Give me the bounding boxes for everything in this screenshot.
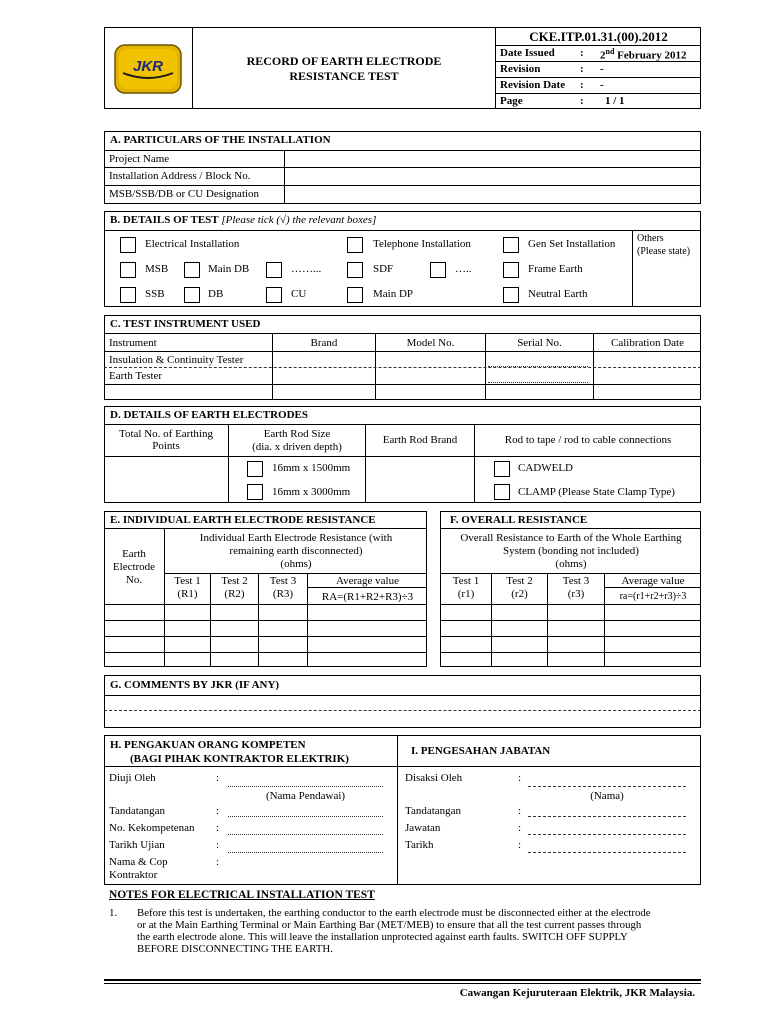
msb-checkbox[interactable] (120, 262, 136, 278)
section-h-title-line2: (BAGI PIHAK KONTRAKTOR ELEKTRIK) (130, 753, 349, 765)
nama-cop-colon: : (216, 856, 220, 868)
section-a-title: A. PARTICULARS OF THE INSTALLATION (110, 134, 331, 146)
no-kekompetenan-colon: : (216, 822, 220, 834)
section-d-rule-2 (104, 456, 701, 457)
f-test2-header (492, 575, 547, 601)
individual-desc-line3: (ohms) (280, 558, 312, 570)
section-e-rule-r3 (104, 652, 427, 653)
electrical-installation-label: Electrical Installation (145, 238, 240, 250)
size-1500-checkbox[interactable] (247, 461, 263, 477)
size-3000-checkbox[interactable] (247, 484, 263, 500)
section-f-rule-avg (604, 587, 701, 588)
section-h-title-line1: H. PENGAKUAN ORANG KOMPETEN (110, 739, 306, 751)
revision-date-colon: : (580, 79, 584, 91)
nama-cop-line2: Kontraktor (109, 869, 158, 881)
section-c-rule-3 (104, 384, 701, 385)
telephone-installation-checkbox[interactable] (347, 237, 363, 253)
revision-value: - (600, 63, 604, 75)
f-test1-line1: Test 1 (452, 575, 480, 587)
f-test1-line2: (r1) (457, 588, 475, 600)
e-test3-line2: (R3) (272, 588, 294, 600)
section-f-rule-title (440, 528, 701, 529)
tarikh-colon: : (518, 839, 522, 851)
jkr-logo (113, 43, 183, 95)
other-db-checkbox[interactable] (266, 262, 282, 278)
sdf-checkbox[interactable] (347, 262, 363, 278)
logo-text: JKR (132, 58, 164, 75)
individual-desc-line2: remaining earth disconnected) (229, 545, 363, 557)
section-i-title: I. PENGESAHAN JABATAN (411, 745, 551, 757)
insulation-brand-field[interactable] (274, 352, 374, 366)
col-serial-no: Serial No. (517, 337, 562, 349)
note-number: 1. (109, 907, 118, 919)
individual-resistance-header (165, 532, 427, 571)
f-average-header: Average value (621, 575, 685, 587)
tandatangan-h-colon: : (216, 805, 220, 817)
neutral-earth-checkbox[interactable] (503, 287, 519, 303)
date-month-year: February 2012 (614, 49, 687, 62)
revision-label: Revision (500, 63, 541, 75)
form-title-line1: RECORD OF EARTH ELECTRODE (246, 54, 442, 68)
earth-rod-size-header (229, 428, 365, 454)
clamp-checkbox[interactable] (494, 484, 510, 500)
section-f-title: F. OVERALL RESISTANCE (450, 514, 588, 526)
revision-date-label: Revision Date (500, 79, 566, 91)
note-text (137, 907, 707, 955)
installation-address-label: Installation Address / Block No. (109, 170, 251, 182)
nama-cop-line1: Nama & Cop (109, 856, 168, 868)
e-test2-line1: Test 2 (221, 575, 248, 587)
section-c-title: C. TEST INSTRUMENT USED (110, 318, 261, 330)
overall-desc-line2: System (bonding not included) (503, 545, 639, 557)
form-title-line2: RESISTANCE TEST (289, 69, 399, 83)
section-hi-col (397, 735, 398, 885)
page-value: 1 / 1 (605, 95, 625, 107)
designation-field[interactable] (286, 186, 700, 203)
diuji-oleh-colon: : (216, 772, 220, 784)
installation-address-field[interactable] (286, 168, 700, 184)
section-e-title: E. INDIVIDUAL EARTH ELECTRODE RESISTANCE (110, 514, 376, 526)
project-name-label: Project Name (109, 153, 170, 165)
col-instrument: Instrument (109, 337, 157, 349)
section-e-rule-avg (307, 587, 427, 588)
diuji-oleh-field[interactable] (228, 786, 383, 787)
size-3000-label: 16mm x 3000mm (272, 486, 351, 498)
e-test2-header (211, 575, 258, 601)
individual-desc-line1: Individual Earth Electrode Resistance (with (199, 532, 393, 544)
header-rule-1 (496, 45, 701, 46)
f-test3-header (548, 575, 604, 601)
cadweld-label: CADWELD (518, 462, 573, 474)
clamp-label: CLAMP (Please State Clamp Type) (518, 486, 675, 498)
section-d-rule-1 (104, 424, 701, 425)
earth-rod-brand-header: Earth Rod Brand (382, 434, 458, 446)
e-test1-line1: Test 1 (174, 575, 201, 587)
total-earthing-line1: Total No. of Earthing (119, 428, 213, 440)
page-row (500, 95, 700, 107)
project-name-field[interactable] (286, 151, 700, 166)
f-test2-line2: (r2) (511, 588, 528, 600)
tandatangan-h-label: Tandatangan (109, 805, 166, 817)
section-f-rule-r2 (440, 636, 701, 637)
earth-tester-brand-field[interactable] (274, 368, 374, 383)
tarikh-ujian-label: Tarikh Ujian (109, 839, 165, 851)
electrode-no-line1: Earth (122, 548, 146, 560)
f-test3-line2: (r3) (567, 588, 585, 600)
neutral-earth-label: Neutral Earth (528, 288, 588, 300)
nama-pendawai-label: (Nama Pendawai) (265, 790, 346, 802)
tandatangan-i-colon: : (518, 805, 522, 817)
electrical-installation-checkbox[interactable] (120, 237, 136, 253)
comments-field[interactable] (106, 697, 699, 726)
total-earthing-line2: Points (152, 440, 180, 452)
e-test1-header (165, 575, 210, 601)
footer-text: Cawangan Kejuruteraan Elektrik, JKR Malaysia. (459, 987, 695, 999)
tarikh-ujian-colon: : (216, 839, 220, 851)
instr-serial-dots-2 (488, 382, 588, 383)
jawatan-label: Jawatan (405, 822, 441, 834)
section-g-title: G. COMMENTS BY JKR (IF ANY) (110, 679, 280, 691)
col-model-no: Model No. (406, 337, 455, 349)
main-dp-checkbox[interactable] (347, 287, 363, 303)
revision-row (500, 63, 700, 75)
section-h-title (110, 738, 349, 766)
tarikh-ujian-field[interactable] (228, 852, 383, 853)
diuji-oleh-label: Diuji Oleh (109, 772, 156, 784)
jawatan-colon: : (518, 822, 522, 834)
doc-code: CKE.ITP.01.31.(00).2012 (529, 29, 668, 44)
designation-label: MSB/SSB/DB or CU Designation (109, 188, 260, 200)
disaksi-oleh-field[interactable] (528, 786, 686, 787)
size-1500-label: 16mm x 1500mm (272, 462, 351, 474)
revision-date-value: - (600, 79, 604, 91)
tarikh-label: Tarikh (405, 839, 434, 851)
e-test3-header (259, 575, 307, 601)
section-a-col (284, 150, 285, 204)
overall-desc-line1: Overall Resistance to Earth of the Whole Earthing (460, 532, 682, 544)
col-calibration-date: Calibration Date (610, 337, 684, 349)
section-b-title-text: B. DETAILS OF TEST (110, 214, 219, 226)
section-hi-rule (104, 766, 701, 767)
e-test3-line1: Test 3 (269, 575, 297, 587)
section-d-title: D. DETAILS OF EARTH ELECTRODES (110, 409, 308, 421)
other-telephone-dots: ….. (455, 263, 472, 275)
section-b-rule (104, 230, 701, 231)
section-f-rule-sub (440, 573, 701, 574)
date-day: 2 (600, 49, 606, 62)
total-earthing-points-header (104, 428, 228, 452)
e-average-formula: RA=(R1+R2+R3)÷3 (321, 591, 414, 603)
notes-title: NOTES FOR ELECTRICAL INSTALLATION TEST (109, 889, 375, 901)
section-e-rule-title (104, 528, 427, 529)
footer-rule-thin (104, 983, 701, 984)
cu-label: CU (291, 288, 307, 300)
note-line-3: the earth electrode alone. This will leave the installation unprotected against earth faults. SWITCH OFF SUPPLY (137, 931, 628, 943)
instr-row1-rule (104, 367, 701, 368)
date-issued-value (600, 47, 687, 62)
section-b-col (632, 230, 633, 307)
tarikh-field[interactable] (528, 852, 686, 853)
other-db-dots: ……... (291, 263, 322, 275)
header-rule-3 (496, 77, 701, 78)
section-f-rule-r3 (440, 652, 701, 653)
tandatangan-i-label: Tandatangan (405, 805, 462, 817)
revision-colon: : (580, 63, 584, 75)
nama-label: (Nama) (590, 790, 624, 802)
electrode-no-header (104, 548, 164, 587)
col-brand: Brand (310, 337, 338, 349)
e-test1-line2: (R1) (177, 588, 198, 600)
form-title (193, 54, 495, 84)
electrode-no-line3: No. (125, 574, 143, 586)
frame-earth-label: Frame Earth (528, 263, 583, 275)
date-suffix: nd (605, 47, 615, 56)
e-test2-line2: (R2) (224, 588, 245, 600)
f-test3-line1: Test 3 (562, 575, 590, 587)
page-colon: : (580, 95, 584, 107)
tandatangan-i-field[interactable] (528, 816, 686, 817)
revision-date-row (500, 79, 700, 91)
cadweld-checkbox[interactable] (494, 461, 510, 477)
others-note: (Please state) (637, 246, 691, 257)
others-label: Others (637, 233, 664, 244)
f-average-formula: ra=(r1+r2+r3)÷3 (619, 591, 687, 602)
jawatan-field[interactable] (528, 834, 686, 835)
rod-size-line1: Earth Rod Size (263, 428, 331, 440)
tandatangan-h-field[interactable] (228, 816, 383, 817)
main-db-label: Main DB (208, 263, 250, 275)
f-test1-header (441, 575, 491, 601)
rod-connections-header: Rod to tape / rod to cable connections (504, 434, 672, 446)
nama-cop-label (109, 856, 168, 882)
date-issued-label: Date Issued (500, 47, 555, 59)
main-dp-label: Main DP (373, 288, 414, 300)
frame-earth-checkbox[interactable] (503, 262, 519, 278)
section-c-rule-1 (104, 333, 701, 334)
page-label: Page (500, 95, 523, 107)
section-e-rule-r2 (104, 636, 427, 637)
cu-checkbox[interactable] (266, 287, 282, 303)
section-g-rule (104, 695, 701, 696)
section-f-rule-head (440, 604, 701, 605)
sdf-label: SDF (373, 263, 394, 275)
e-average-header: Average value (335, 575, 399, 587)
insulation-tester-label: Insulation & Continuity Tester (109, 354, 244, 366)
earth-tester-label: Earth Tester (109, 370, 163, 382)
genset-installation-checkbox[interactable] (503, 237, 519, 253)
note-line-2: or at the Main Earthing Terminal or Main Earthing Bar (MET/MEB) to ensure that all the test current passes through (137, 919, 642, 931)
section-e-rule-head (104, 604, 427, 605)
overall-resistance-header (441, 532, 701, 571)
section-f-rule-r1 (440, 620, 701, 621)
section-e-rule-sub (164, 573, 427, 574)
rod-size-line2: (dia. x driven depth) (252, 441, 342, 453)
db-label: DB (208, 288, 224, 300)
electrode-no-line2: Electrode (112, 561, 156, 573)
msb-label: MSB (145, 263, 169, 275)
footer-rule-thick (104, 979, 701, 981)
date-issued-row (500, 47, 700, 62)
disaksi-oleh-colon: : (518, 772, 522, 784)
note-line-1: Before this test is undertaken, the earthing conductor to the earth electrode must be disconnected either at the electrode (137, 907, 651, 919)
overall-desc-line3: (ohms) (555, 558, 587, 570)
disaksi-oleh-label: Disaksi Oleh (405, 772, 463, 784)
main-db-checkbox[interactable] (184, 262, 200, 278)
db-checkbox[interactable] (184, 287, 200, 303)
instr-serial-dots-1 (488, 366, 588, 367)
telephone-installation-label: Telephone Installation (373, 238, 471, 250)
ssb-label: SSB (145, 288, 165, 300)
header-rule-4 (496, 93, 701, 94)
genset-installation-label: Gen Set Installation (528, 238, 616, 250)
section-c-rule-2 (104, 351, 701, 352)
note-line-4: BEFORE DISCONNECTING THE EARTH. (137, 943, 333, 955)
f-test2-line1: Test 2 (506, 575, 533, 587)
section-e-rule-r1 (104, 620, 427, 621)
section-b-title-note: [Please tick (√) the relevant boxes] (218, 214, 377, 226)
no-kekompetenan-label: No. Kekompetenan (109, 822, 195, 834)
no-kekompetenan-field[interactable] (228, 834, 383, 835)
date-issued-colon: : (580, 47, 584, 59)
section-b-title (110, 214, 376, 226)
ssb-checkbox[interactable] (120, 287, 136, 303)
other-telephone-checkbox[interactable] (430, 262, 446, 278)
